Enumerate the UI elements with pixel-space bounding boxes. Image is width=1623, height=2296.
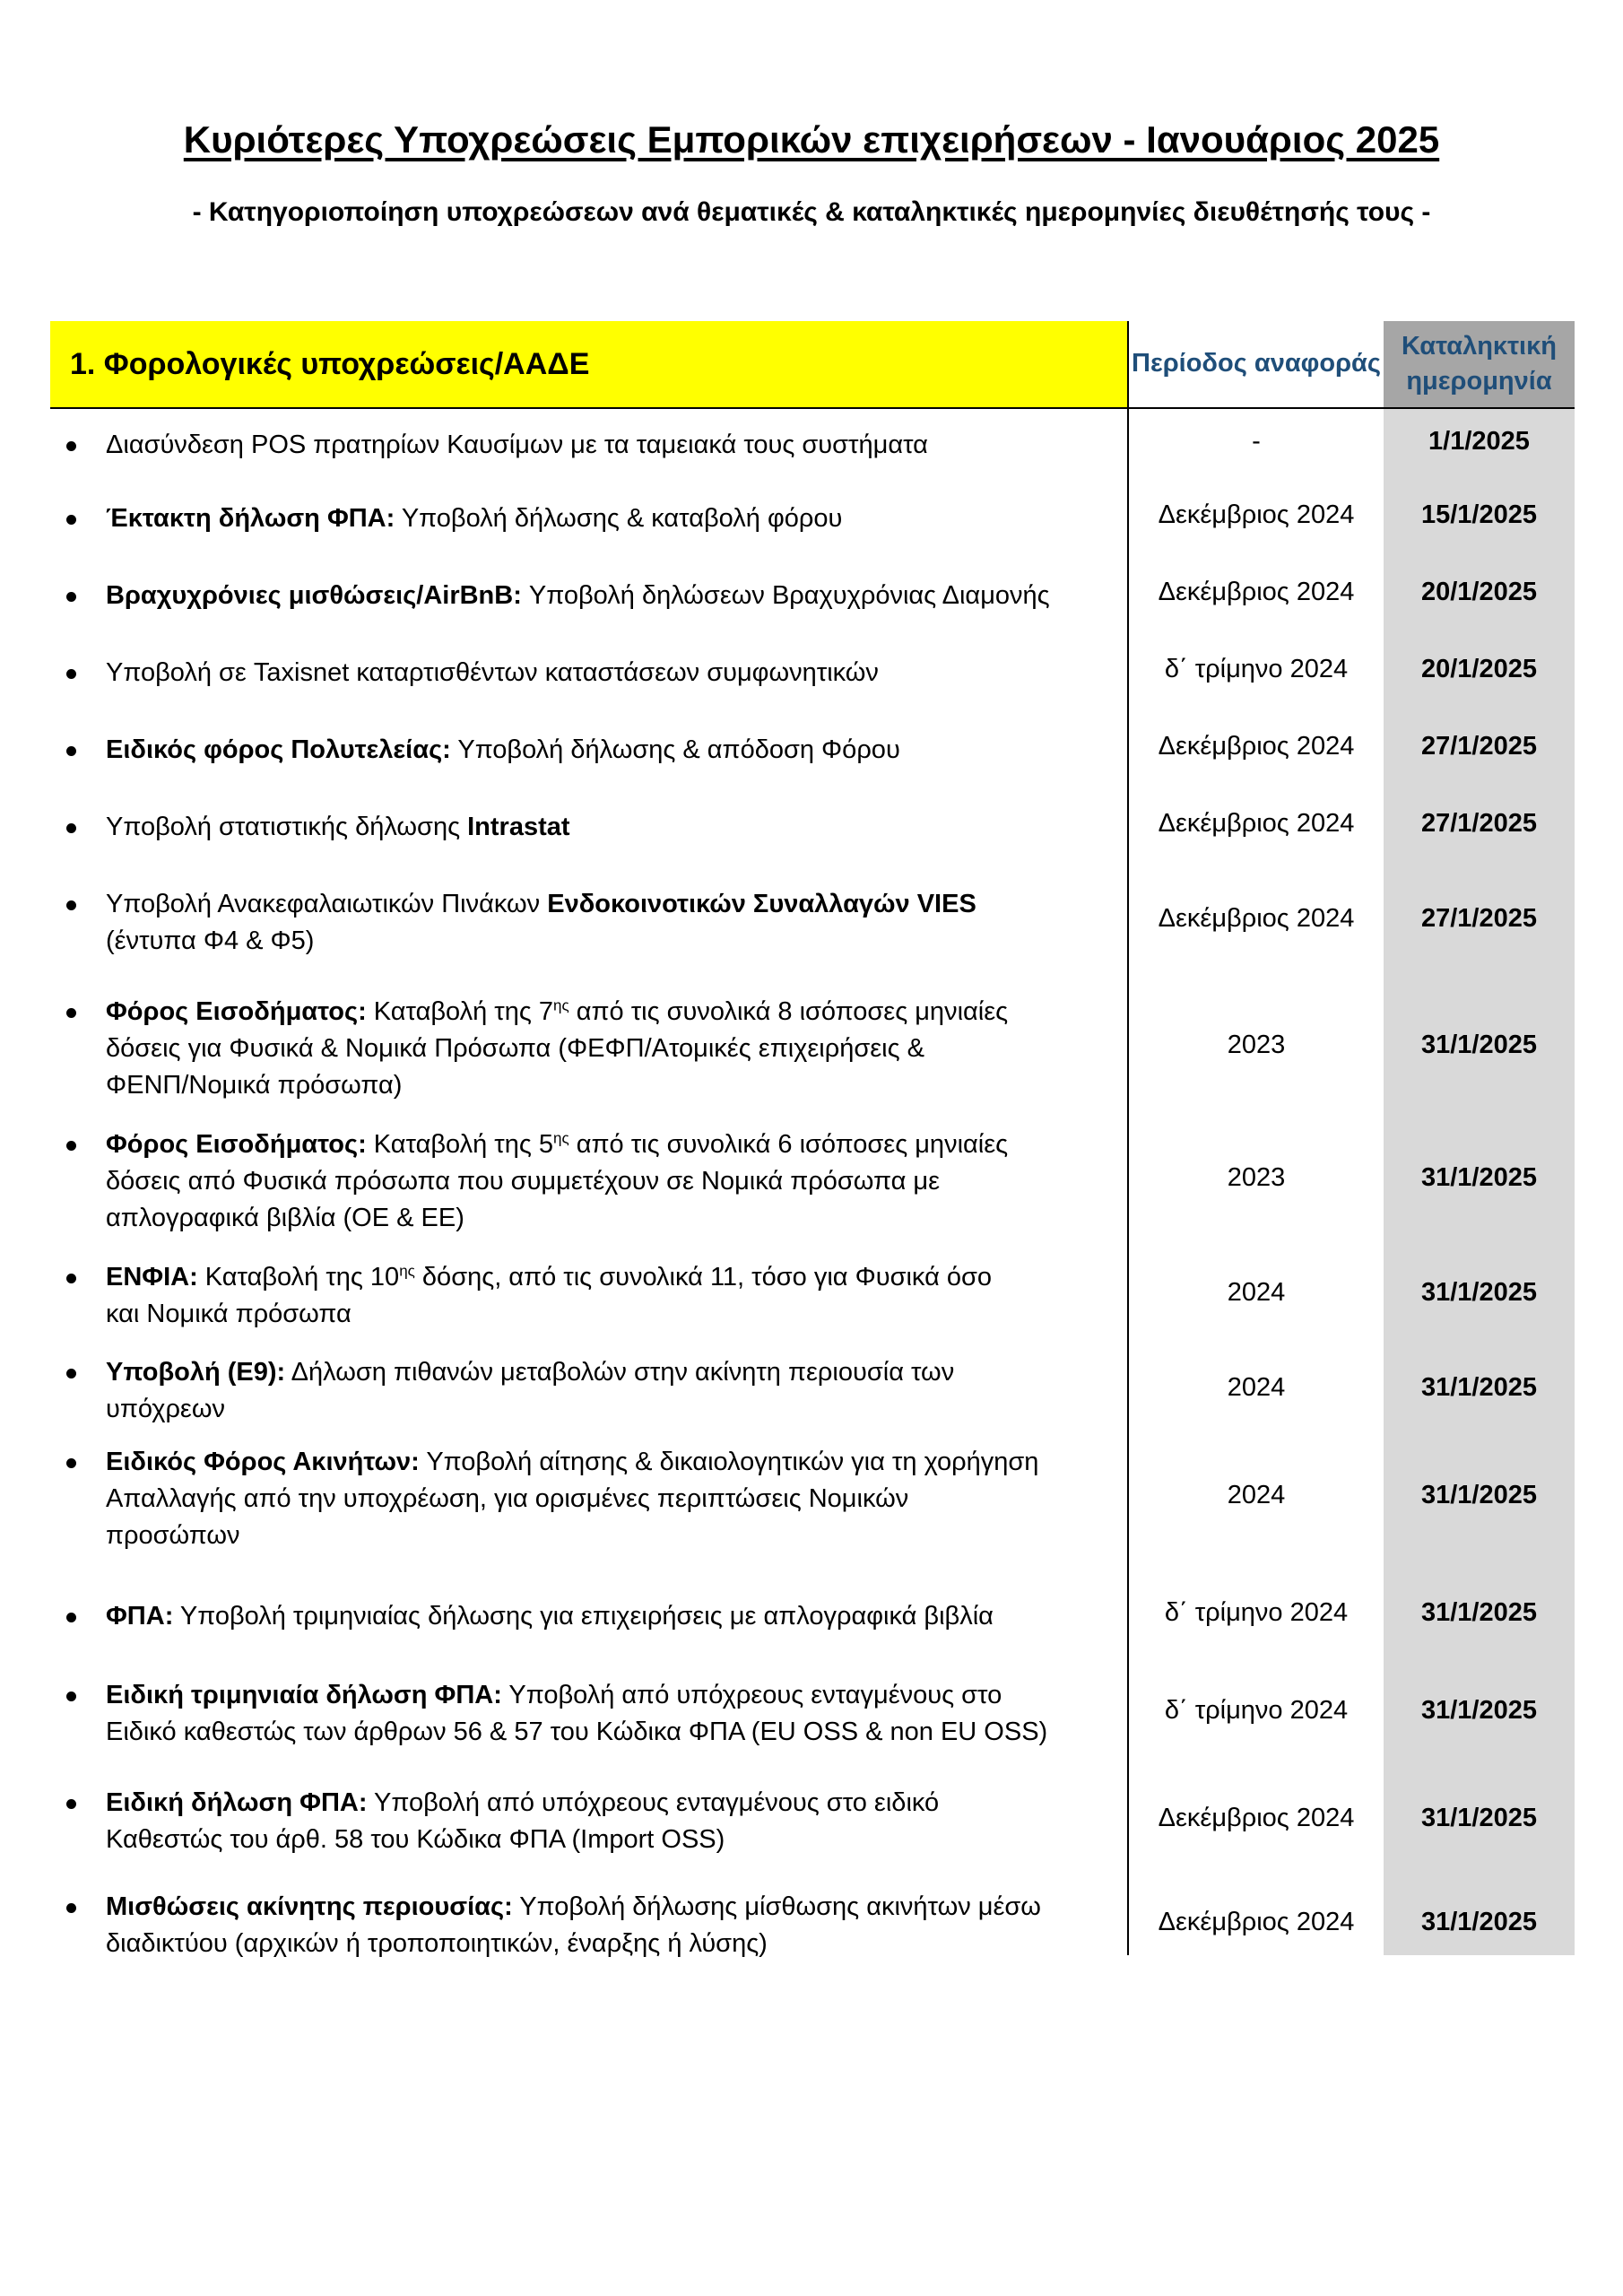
page-subtitle: - Κατηγοριοποίηση υποχρεώσεων ανά θεματικές & καταληκτικές ημερομηνίες διευθέτησής τους -: [192, 197, 1431, 227]
row-deadline: 31/1/2025: [1420, 1598, 1537, 1627]
row-text: Υποβολή δήλωσης & απόδοση Φόρου: [450, 735, 900, 764]
row-description: [106, 1677, 1119, 1751]
row-line: δόσεις για Φυσικά & Νομικά Πρόσωπα (ΦΕΦΠ/Ατομικές επιχειρήσεις &: [106, 1034, 925, 1063]
row-description: [106, 1126, 1119, 1237]
row-bold-term: Intrastat: [467, 813, 570, 841]
bullet-icon: [66, 1274, 76, 1283]
table-row: [50, 1871, 1575, 1958]
row-deadline: 31/1/2025: [1420, 1373, 1537, 1402]
table-row: [50, 1767, 1575, 1871]
row-line: [106, 994, 1119, 1031]
row-line: [106, 1259, 1119, 1296]
row-description: [106, 1889, 1119, 1962]
row-deadline: 27/1/2025: [1420, 809, 1537, 838]
row-deadline: 31/1/2025: [1420, 1481, 1537, 1509]
row-text: δόσης, από τις συνολικά 11, τόσο για Φυσικά όσο: [414, 1263, 993, 1292]
row-deadline: 15/1/2025: [1420, 500, 1537, 529]
bullet-icon: [66, 1903, 76, 1913]
table-row: [50, 640, 1575, 718]
row-bold-label: Φόρος Εισοδήματος:: [106, 1130, 367, 1159]
row-description: [106, 500, 1119, 537]
row-bold-label: ΦΠΑ:: [106, 1602, 174, 1631]
row-text: Υποβολή από υπόχρεους ενταγμένους στο: [501, 1681, 1002, 1709]
row-line: Ειδικό καθεστώς των άρθρων 56 & 57 του Κώδικα ΦΠΑ (EU OSS & non EU OSS): [106, 1718, 1048, 1746]
row-line: [106, 886, 1119, 923]
bullet-icon: [66, 1141, 76, 1151]
row-text: Υποβολή στατιστικής δήλωσης: [106, 813, 468, 841]
row-description: [106, 1444, 1119, 1554]
row-text: Δήλωση πιθανών μεταβολών στην ακίνητη περιουσία των: [285, 1358, 955, 1387]
row-text: Υποβολή δήλωσης μίσθωσης ακινήτων μέσω: [512, 1892, 1041, 1921]
row-text: Υποβολή τριμηνιαίας δήλωσης για επιχειρήσεις με απλογραφικά βιβλία: [173, 1602, 994, 1631]
bullet-icon: [66, 515, 76, 525]
row-bold-label: Ειδικός φόρος Πολυτελείας:: [106, 735, 451, 764]
row-line: διαδικτύου (αρχικών ή τροποποιητικών, έναρξης ή λύσης): [106, 1929, 768, 1958]
row-text: από τις συνολικά 8 ισόποσες μηνιαίες: [568, 997, 1009, 1026]
row-period: Δεκέμβριος 2024: [1158, 732, 1355, 761]
row-line: [106, 1677, 1119, 1714]
row-text: Υποβολή δήλωσης & καταβολή φόρου: [395, 504, 843, 533]
row-bold-label: Ειδικός Φόρος Ακινήτων:: [106, 1448, 420, 1476]
bullet-icon: [66, 1799, 76, 1809]
column-header-period: Περίοδος αναφοράς: [1132, 349, 1381, 378]
row-bold-label: Φόρος Εισοδήματος:: [106, 997, 367, 1026]
row-line: και Νομικά πρόσωπα: [106, 1300, 352, 1328]
row-text: Υποβολή από υπόχρεους ενταγμένους στο ειδικό: [367, 1788, 940, 1817]
row-deadline: 31/1/2025: [1420, 1804, 1537, 1832]
table-header: [50, 321, 1575, 407]
row-line: υπόχρεων: [106, 1395, 226, 1423]
row-line: Καθεστώς του άρθ. 58 του Κώδικα ΦΠΑ (Import OSS): [106, 1825, 725, 1854]
row-period: 2024: [1227, 1278, 1286, 1307]
row-period: δ΄ τρίμηνο 2024: [1164, 1696, 1349, 1725]
ordinal-suffix: ης: [553, 996, 569, 1014]
row-period: Δεκέμβριος 2024: [1158, 809, 1355, 838]
row-deadline: 31/1/2025: [1420, 1696, 1537, 1725]
row-bold-term: Ενδοκοινοτικών Συναλλαγών VIES: [547, 890, 976, 918]
row-text: Καταβολή της 10: [197, 1263, 400, 1292]
row-period: δ΄ τρίμηνο 2024: [1164, 655, 1349, 683]
row-deadline: 1/1/2025: [1428, 427, 1530, 456]
bullet-icon: [66, 1613, 76, 1622]
row-line: Απαλλαγής από την υποχρέωση, για ορισμένες περιπτώσεις Νομικών: [106, 1484, 909, 1513]
table-row: [50, 1345, 1575, 1439]
row-line: [106, 1785, 1119, 1822]
ordinal-suffix: ης: [399, 1262, 415, 1280]
table-row: [50, 872, 1575, 979]
row-period: Δεκέμβριος 2024: [1158, 1908, 1355, 1936]
table-row: [50, 1573, 1575, 1663]
row-text: Υποβολή σε Taxisnet καταρτισθέντων καταστάσεων συμφωνητικών: [106, 658, 879, 687]
row-deadline: 20/1/2025: [1420, 655, 1537, 683]
table-row: [50, 1245, 1575, 1345]
obligations-table: [50, 321, 1575, 1958]
row-line: απλογραφικά βιβλία (ΟΕ & ΕΕ): [106, 1204, 464, 1232]
row-bold-label: Υποβολή (Ε9):: [106, 1358, 286, 1387]
table-row: [50, 718, 1575, 795]
bullet-icon: [66, 823, 76, 833]
row-deadline: 31/1/2025: [1420, 1031, 1537, 1059]
row-description: [106, 886, 1119, 960]
row-line: ΦΕΝΠ/Νομικά πρόσωπα): [106, 1071, 403, 1100]
row-period: 2024: [1227, 1481, 1286, 1509]
row-period: Δεκέμβριος 2024: [1158, 578, 1355, 606]
row-line: δόσεις από Φυσικά πρόσωπα που συμμετέχουν σε Νομικά πρόσωπα με: [106, 1167, 941, 1196]
bullet-icon: [66, 1692, 76, 1701]
bullet-icon: [66, 1369, 76, 1378]
row-period: 2024: [1227, 1373, 1286, 1402]
row-deadline: 20/1/2025: [1420, 578, 1537, 606]
row-description: [106, 809, 1119, 846]
row-description: [106, 578, 1119, 614]
row-deadline: 27/1/2025: [1420, 732, 1537, 761]
row-bold-label: Ειδική δήλωση ΦΠΑ:: [106, 1788, 368, 1817]
row-line: [106, 1126, 1119, 1163]
row-description: [106, 1785, 1119, 1858]
row-description: [106, 1259, 1119, 1333]
row-bold-label: Βραχυχρόνιες μισθώσεις/AirBnB:: [106, 581, 522, 610]
row-description: [106, 732, 1119, 769]
row-text: Υποβολή Ανακεφαλαιωτικών Πινάκων: [106, 890, 548, 918]
row-description: [106, 427, 1119, 464]
row-description: [106, 994, 1119, 1104]
table-row: [50, 1439, 1575, 1573]
bullet-icon: [66, 900, 76, 910]
row-period: 2023: [1227, 1031, 1286, 1059]
row-deadline: 27/1/2025: [1420, 904, 1537, 933]
row-text: Καταβολή της 5: [366, 1130, 554, 1159]
row-line: [106, 1444, 1119, 1481]
category-heading: 1. Φορολογικές υποχρεώσεις/ΑΑΔΕ: [50, 321, 1127, 407]
ordinal-suffix: ης: [553, 1129, 569, 1147]
row-description: [106, 655, 1119, 691]
row-period: Δεκέμβριος 2024: [1158, 500, 1355, 529]
row-period: δ΄ τρίμηνο 2024: [1164, 1598, 1349, 1627]
row-line: προσώπων: [106, 1521, 240, 1550]
row-text: Καταβολή της 7: [366, 997, 554, 1026]
bullet-icon: [66, 441, 76, 451]
table-row: [50, 409, 1575, 486]
row-text: Υποβολή αίτησης & δικαιολογητικών για τη χορήγηση: [419, 1448, 1039, 1476]
table-row: [50, 1112, 1575, 1245]
bullet-icon: [66, 669, 76, 679]
row-line: [106, 1889, 1119, 1926]
row-text: από τις συνολικά 6 ισόποσες μηνιαίες: [568, 1130, 1009, 1159]
row-period: -: [1252, 427, 1261, 456]
bullet-icon: [66, 1008, 76, 1018]
row-deadline: 31/1/2025: [1420, 1163, 1537, 1192]
row-bold-label: Έκτακτη δήλωση ΦΠΑ:: [106, 504, 395, 533]
row-description: [106, 1354, 1119, 1428]
table-row: [50, 1663, 1575, 1767]
row-deadline: 31/1/2025: [1420, 1278, 1537, 1307]
row-text: Υποβολή δηλώσεων Βραχυχρόνιας Διαμονής: [521, 581, 1050, 610]
row-text: Διασύνδεση POS πρατηρίων Καυσίμων με τα ταμειακά τους συστήματα: [106, 430, 928, 459]
row-line: [106, 1354, 1119, 1391]
row-period: Δεκέμβριος 2024: [1158, 904, 1355, 933]
row-period: Δεκέμβριος 2024: [1158, 1804, 1355, 1832]
table-row: [50, 795, 1575, 872]
table-row: [50, 563, 1575, 640]
bullet-icon: [66, 746, 76, 756]
row-bold-label: Ειδική τριμηνιαία δήλωση ΦΠΑ:: [106, 1681, 502, 1709]
row-bold-label: ΕΝΦΙΑ:: [106, 1263, 198, 1292]
row-bold-label: Μισθώσεις ακίνητης περιουσίας:: [106, 1892, 513, 1921]
row-description: [106, 1598, 1119, 1635]
row-deadline: 31/1/2025: [1420, 1908, 1537, 1936]
row-period: 2023: [1227, 1163, 1286, 1192]
table-row: [50, 486, 1575, 563]
bullet-icon: [66, 1458, 76, 1468]
column-header-deadline: Καταληκτική ημερομηνία: [1384, 321, 1575, 407]
page-title: Κυριότερες Υποχρεώσεις Εμπορικών επιχειρήσεων - Ιανουάριος 2025: [183, 118, 1440, 161]
row-line: (έντυπα Φ4 & Φ5): [106, 926, 315, 955]
table-row: [50, 979, 1575, 1112]
bullet-icon: [66, 592, 76, 602]
